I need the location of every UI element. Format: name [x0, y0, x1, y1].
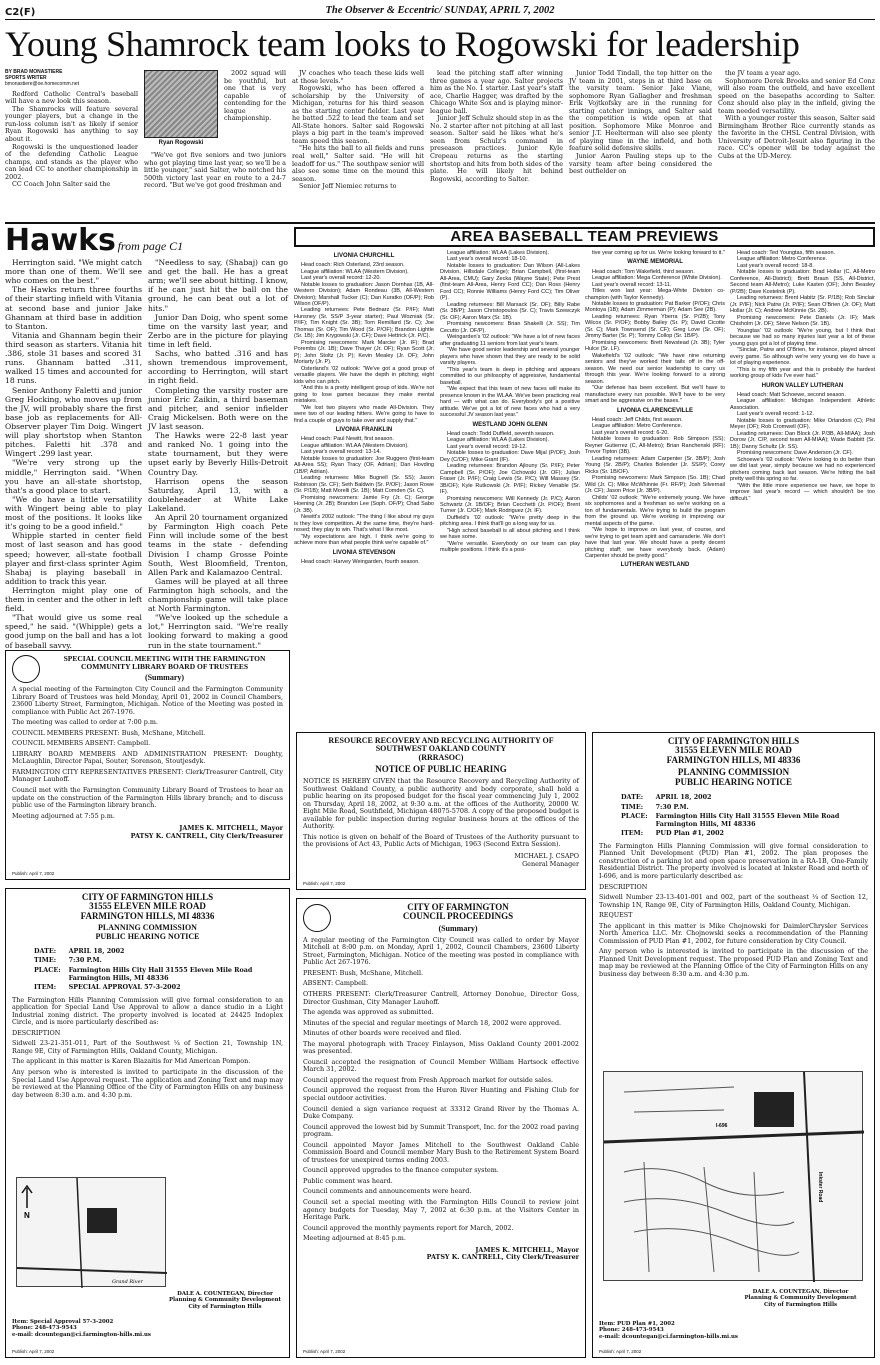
rrrasoc-title: RESOURCE RECOVERY AND RECYCLING AUTHORITY OF SOUTHWEST OAKLAND COUNTY — [328, 736, 554, 754]
paragraph: The applicant in this matter is Karen Blazaitis for Mid American Pompon. — [12, 1057, 251, 1066]
fh2-phone: Phone: 248-473-9543 — [12, 1325, 77, 1332]
farmington-seal-icon — [303, 904, 331, 932]
paragraph: Promising newcomers: Mark Simpson (So. 1B); Chad Wild (Jr. C); Mike McWhinnie (Fr. RF/P); Josh Silvernail (Jr. CF); Jason Price (Jr. 3B/P). — [585, 475, 725, 495]
paragraph: Council comments and announcements were heard. — [303, 1187, 472, 1196]
paragraph: "This year's team is deep in pitching and appears committed to our philosophy of aggressive, fundamental baseball. — [440, 366, 580, 386]
paragraph: League affiliation: WLAA (Lakes Division). — [447, 250, 550, 256]
table-cell: ITEM: — [34, 983, 57, 992]
paragraph: The Farmington Hills Planning Commission will give formal consideration to Planned Unit Development (PUD) Plan #1, 2002. The plan proposes the construction of a parking lot and open space preservation in a RA-1B, One-Family Residential District. The property involved is located at Inkster Road and north of I-696, and is more particularly described as: — [599, 841, 868, 881]
paragraph: Leading returnees: Brandon Ajlouny (Sr. P/IF); Peter Campbell (Sr. P/OF); Joe Cichowski (Jr. OF); Julian Fraser (Jr. P/IF); Craig Lewis (Sr. P/C); Will Massey (Sr. 3B/OF); Kyle Rutkowski (Jr. P/IF); Rickey Venable (Sr. IF). — [440, 463, 580, 496]
paragraph: Last year's overall record: 18-10. — [447, 256, 527, 263]
paragraph: Promising newcomers: Brian Shakelli (Jr. SS); Tim Cecutto (Jr. OF/P). — [440, 321, 580, 334]
rogowski-photo — [144, 70, 218, 150]
paragraph: 2002 squad will be youthful, but one that is very capable of contending for the league championship. — [224, 69, 286, 123]
paragraph: Council approved the request from Fresh Approach market for outside sales. — [303, 1075, 554, 1084]
paragraph: "We hope to improve on last year, of course, and we're trying to get team spirit and camaraderie. We don't have that last year. We should have a pretty decent pitching staff; we have everybody back. (Adam) Carpenter should be pretty good." — [585, 527, 725, 559]
fh1-location-map — [603, 1071, 863, 1281]
table-row — [621, 804, 866, 812]
paragraph: Junior Aaron Pauling steps up to the varsity team after being considered the best outfielder on — [569, 152, 712, 176]
library-publish: Publish: April 7, 2002 — [12, 870, 55, 876]
table-cell: ITEM: — [621, 829, 644, 838]
paragraph: The applicant in this matter is Mike Chojnowski for DaimlerChrysler Services North America LLC. Mr. Chojnowski seeks a recommendation of the Planning Commission of PUD Plan #1, 2002, for future consideration by City Council. — [599, 921, 868, 945]
fh1-table — [619, 792, 868, 840]
table-cell: Farmington Hills City Hall 31555 Eleven Mile Road Farmington Hills, MI 48336 — [655, 812, 840, 828]
paragraph: Whipple started in center field most of last season and has good speed; however, all-state football player and first-class sprinter Agim Shabaj is playing baseball in addition to track this year. — [5, 531, 142, 586]
paragraph: League affiliation: Metro Conference. — [737, 256, 828, 263]
paragraph: Promising newcomers: Jamie Fry (Jr. C); George Hoening (Jr. 2B); Brandon Lee (Soph. OF/P); Chad Sabo (Jr. 3B). — [294, 494, 434, 514]
fcc-sig-2: PATSY K. CANTRELL, City Clerk/Treasurer — [426, 1253, 579, 1262]
hawks-jump: from page C1 — [117, 239, 184, 253]
hawks-title: Hawks — [5, 223, 116, 258]
fh2-item: Item: Special Approval 57-3-2002 — [12, 1319, 114, 1325]
paragraph: Rogowski is the unquestioned leader of the defending Catholic League champs, and stands as the player who can lead CC to another championship in 2002. — [5, 142, 138, 181]
paragraph: League affiliation: Michigan Independent Athletic Association. — [730, 398, 875, 411]
fh2-sig-name: DALE A. COUNTEGAN, Director — [177, 1291, 273, 1297]
paragraph: "That would give us some real speed," he said. "(Whipple) gets a good jump on the ball and has a lot of baseball savvy. — [5, 613, 142, 650]
paragraph: Senior Anthony Faletti and junior Greg Hocking, who moves up from the JV, will probably share the first base job as replacements for All-Observer player Tim Doig. Wingert will play shortstop when Stanton pitches. Faletti hit .378 and Wingert .299 last year. — [5, 385, 142, 459]
paragraph: League affiliation: WLAA (Western Division). — [301, 442, 409, 449]
paragraph: Head coach: Rich Osterland, 23rd season. — [301, 262, 405, 269]
fh1-signature — [733, 1289, 868, 1308]
paragraph: "Sinclair, Patrw and O'Brien, for instance, played almost every game. So although we're very young we do have a lot of playing experience. — [730, 347, 875, 367]
paragraph: Meeting adjourned at 7:55 p.m. — [12, 811, 115, 820]
paragraph: Last year's overall record: 13-14. — [301, 449, 381, 456]
photo-caption: Ryan Rogowski — [158, 140, 204, 146]
paragraph: Junior Dan Doig, who spent some time on the varsity last year, and Zerbo are in the picture for playing time in left field. — [148, 312, 288, 349]
paragraph: The Hawks were 22-8 last year and ranked No. 1 going into the state tournament, but they were upset early by Beverly Hills-Detroit Country Day. — [148, 431, 288, 477]
notice-special-approval — [5, 888, 290, 1358]
fh2-sig-dept: Planning & Community Development — [168, 1297, 282, 1304]
paragraph: A special meeting of the Farmington City Council and the Farmington Community Library Board of Trustees was held Monday, April 01, 2002 in Council Chambers, 23600 Liberty Street, Farmington, Michigan. Notice of the Meeting was posted in compliance with Public Act 267-1976. — [12, 685, 283, 716]
paragraph: "He hits the ball to all fields and runs real well," Salter said. "He will hit leadoff for us." The southpaw senior will also see some time on the mound this season. — [292, 144, 424, 183]
fcc-title2: COUNCIL PROCEEDINGS — [402, 911, 514, 922]
library-signature-2: PATSY K. CANTRELL, City Clerk/Treasurer — [130, 831, 283, 840]
paragraph: "My expectations are high. I think we're going to achieve more than what people think we're capable of." — [294, 533, 434, 547]
paragraph: Weingarden's '02 outlook: "We have a lot of new faces after graduating 11 seniors from last year's team. — [440, 334, 580, 347]
page-header — [5, 4, 875, 20]
fh1-sub2: PUBLIC HEARING NOTICE — [674, 777, 793, 788]
paragraph: Head coach: Todd Duffield, seventh season. — [447, 430, 555, 437]
previews-col-2 — [440, 250, 580, 650]
previews-col-1 — [294, 250, 434, 650]
paragraph: Last year's overall record: 1-12. — [737, 411, 814, 418]
paragraph: Redford Catholic Central's baseball will have a new look this season. — [5, 89, 138, 106]
paragraph: "And this is a pretty intelligent group of kids. We're not going to lose games because they make mental mistakes. — [294, 385, 434, 405]
paragraph: Leading returnees: Bill Marsack (Sr. OF); Billy Rabe (Sr. 3B/P); Jason Christopoulos (Sr. C); Travis Szewczyk (Sr. OF); Aaron Marx (Sr. 1B). — [440, 301, 580, 321]
story-col-4 — [430, 70, 563, 220]
paragraph: Vitania and Ghannam begin their third season as starters. Vitania hit .386, stole 31 bases and scored 31 runs. Ghannam batted .311, walked 15 times and accounted for 18 runs. — [5, 330, 142, 386]
paragraph: Duffield's '02 outlook: "We're pretty deep in the pitching area. I think that'll go a long way for us. — [440, 514, 580, 528]
paragraph: The meeting was called to order at 7:00 p.m. — [12, 718, 158, 727]
fh2-signature — [166, 1291, 284, 1310]
paragraph: Head coach: Ted Youngtas, fifth season. — [737, 250, 836, 256]
paragraph: Leading returnees: Adam Carpenter (Sr. 3B/P); Josh Young (Sr. 2B/P); Charles Bolender (Jr. SS/P); Corey Ricks (Sr. 1B/OF). — [585, 455, 725, 475]
paragraph: Minutes of the special and regular meetings of March 18, 2002 were approved. — [303, 1018, 562, 1027]
fh1-title2: 31555 ELEVEN MILE ROAD — [675, 745, 792, 756]
paragraph: Head coach: Jeff Childs, first season. — [592, 416, 683, 423]
fh2-location-map — [16, 1177, 166, 1287]
table-cell: 7:30 P.M. — [68, 956, 102, 965]
paragraph: Head coach: Tom Wakefield, third season. — [592, 268, 695, 275]
paragraph: Sachs, who batted .316 and has shown tremendous improvement, according to Herrington, will start in right field. — [148, 349, 288, 386]
paragraph: lead the pitching staff after winning three games a year ago. Salter projects him as the No. 1 starter. Last year's staff ace, Charlie Hagger, was drafted by the Chicago White Sox and is playing minor-league ball. — [430, 69, 563, 115]
paragraph: COUNCIL MEMBERS PRESENT: Bush, McShane, Mitchell. — [12, 728, 206, 737]
section-heading: LIVONIA CHURCHILL — [333, 253, 395, 259]
fh2-title3: FARMINGTON HILLS, MI 48336 — [80, 910, 215, 921]
paragraph: Notable losses to graduation: Dave Mijal (P/OF); Josh Dey (C/OF); Mike Grant (IF). — [440, 450, 580, 463]
fh1-title3: FARMINGTON HILLS, MI 48336 — [666, 754, 801, 765]
paragraph: The Shamrocks will feature several younger players, but a change in the run-loss column isn't as likely if senior Ryan Rogowski has anything to say about it. — [5, 104, 138, 143]
paragraph: REQUEST — [599, 911, 633, 920]
paragraph: League affiliation: WLAA (Western Division). — [301, 268, 409, 275]
table-cell: SPECIAL APPROVAL 57-3-2002 — [68, 983, 181, 992]
paragraph: Minutes of other boards were received and filed. — [303, 1029, 462, 1038]
rrrasoc-sig-1: MICHAEL J. CSAPO — [514, 851, 579, 860]
paragraph: An April 20 tournament organized by Farmington High coach Pete Finn will include some of the best teams in the state - defending Division I champ Grosse Pointe South, West Bloomfield, Trenton, Allen Park and Kalamazoo Central. — [148, 513, 288, 577]
story-col-6 — [718, 70, 875, 220]
table-row — [34, 957, 281, 965]
paragraph: ABSENT: Campbell. — [303, 979, 369, 988]
paragraph: OTHERS PRESENT: Clerk/Treasurer Cantrell, Attorney Donohue, Director Goss, Director Gushman, City Manager Lauhoff. — [303, 989, 579, 1006]
paragraph: "We've got five seniors and two juniors who got playing time last year, so we'll be a little younger," said Salter, who notched his 500th victory last year en route to a 24-7 record. "But we've got good freshman and — [144, 151, 286, 190]
fh1-subject-site — [754, 1092, 794, 1127]
table-row — [34, 984, 281, 992]
paragraph: Any person who is interested is invited to participate in the discussion of the Special Land Use Approval request. The application and Zoning Text and map may be reviewed at the Planning Office of the City of Farmington Hills on any business day between 8:30 a.m. and 4:30 p.m. — [12, 1068, 283, 1099]
table-row — [621, 794, 866, 802]
paragraph: Notable losses to graduation: Mike Orlandoni (C); Phil Meyer (OF); Rob Cromwell (OF). — [730, 417, 875, 431]
table-cell: DATE: — [621, 793, 644, 802]
paragraph: Completing the varsity roster are junior Eric Zaikin, a third baseman and pitcher, and senior infielder Craig Mickelsen. Both were on the JV last season. — [148, 385, 288, 431]
paragraph: The Hawks return three fourths of their starting infield with Vitania at second base and junior Jake Ghannam at third base in addition to Stanton. — [5, 285, 142, 331]
paragraph: "We're very strong up the middle," Herrington said. "When you have an all-state shortstop, that's a good place to start. — [5, 458, 142, 495]
table-row — [34, 948, 281, 956]
table-cell: PLACE: — [621, 812, 648, 821]
fh2-sig-city: City of Farmington Hills — [188, 1303, 262, 1310]
paragraph: Head coach: Matt Schoewe, second season. — [737, 391, 846, 398]
paragraph: the JV team a year ago. — [725, 69, 801, 77]
paragraph: Council approved the request from the Huron River Hunting and Fishing Club for special outdoor activities. — [303, 1086, 579, 1102]
paragraph: League affiliation: WLAA (Lakes Division). — [447, 437, 550, 444]
table-cell: APRIL 18, 2002 — [655, 793, 712, 802]
paragraph: Promising newcomers: Dave Anderson (Jr. CF). — [737, 450, 854, 457]
paragraph: "This is my fifth year and this is probably the hardest working group of kids I've ever had." — [730, 366, 875, 380]
paragraph: Senior Jeff Niemiec returns to — [299, 182, 397, 191]
fh2-title2: 31555 ELEVEN MILE ROAD — [89, 901, 206, 912]
paragraph: Last year's overall record: 19-12. — [447, 443, 527, 450]
paragraph: Herrington said. "We might catch more than one of them. We'll see who comes on the best." — [5, 258, 142, 286]
page-number: C2(F) — [5, 7, 36, 18]
table-cell: PUD Plan #1, 2002 — [655, 829, 725, 838]
fh2-map-svg — [17, 1178, 167, 1288]
paragraph: Notable losses to graduation: Brad Hollar (C, All-Metro Conference, All-District); Brett Braun (SS, All-District, Second team All-Metro); Luke Kasten (OF); John Beasley (P/2B); Dave Kostelnik (P). — [730, 269, 875, 295]
paragraph: Council approved the monthly payments report for March, 2002. — [303, 1223, 514, 1232]
paragraph: Sidwell 23-21-351-011, Part of the Southwest ¼ of Section 21, Township 1N, Range 9E, City of Farmington Hills, Oakland County, Michigan. — [12, 1039, 283, 1055]
paragraph: "We have good senior leadership and several younger players who have shown that they are ready to be solid varsity players. — [440, 347, 580, 367]
fcc-publish: Publish: April 7, 2002 — [303, 1348, 346, 1354]
notice-council-proceedings — [296, 898, 586, 1358]
map-road — [77, 1178, 82, 1288]
i696-road — [604, 1132, 864, 1142]
paragraph: Promising newcomers: Mark Marcier (Jr. IF); Brad Porembs (Jr. 1B); Dave Thayer (Jr. OF); Ryan Scott (Jr. P); John Stoltz (Jr. P); Kevin Mealey (Jr. OF); John Moriarty (Jr. P). — [294, 339, 434, 366]
paragraph: This notice is given on behalf of the Board of Trustees of the Authority pursuant to the provisions of Act 43, Public Acts of Michigan, 1963 (Second Extra Session). — [303, 832, 579, 849]
paragraph: Sophomore Derek Brooks and senior Ed Conz will also roam the outfield, and have excellent speed on the basepaths according to Salter. Conz should also play in the infield, giving the team needed versatility. — [718, 76, 875, 115]
fh2-sub1: PLANNING COMMISSION — [98, 923, 197, 933]
paragraph: Osterland's '02 outlook: "We've got a good group of versatile players. We have the depth in pitching; eight kids who can pitch. — [294, 365, 434, 385]
paragraph: Sidwell Number 23-13-401-001 and 002, part of the southeast ¼ of Section 12, Township 1N, Range 9E, City of Farmington Hills, Oakland County, Michigan. — [599, 893, 868, 909]
fh1-map-svg — [604, 1072, 864, 1282]
paragraph: Titles won last year: Mega-White Division co-champion (with Taylor Kennedy). — [585, 288, 725, 301]
paragraph: Leading returnees: Dan Block (Jr. P/3B, All-MIAA); Josh Dorow (Jr. C/P, second team All-MIAA); Wade Babbitt (Sr. 1B); Danny Schultz (Jr. SS). — [730, 430, 875, 450]
paragraph: Games will be played at all three Farmington high schools, and the championship game will take place at North Farmington. — [148, 576, 288, 614]
notice-rrrasoc — [296, 732, 586, 890]
table-cell: DATE: — [34, 946, 57, 955]
paragraph: Harrison opens the season Saturday, April 13, with a doubleheader at White Lake Lakeland. — [148, 476, 288, 513]
paragraph: Council met with the Farmington Community Library Board of Trustees to hear an update on the construction of the Farmington Hills library branch; and to discuss public use of the Farmington library branch. — [12, 786, 283, 810]
hawks-col-1 — [5, 258, 142, 650]
table-row — [621, 830, 866, 838]
section-heading: LIVONIA CLARENCEVILLE — [616, 407, 694, 414]
paragraph: LIBRARY BOARD MEMBERS AND ADMINISTRATION PRESENT: Doughty, McLaughlin, Director Papai, Souter, Sorenson, Stoutjesdyk. — [12, 749, 283, 766]
paragraph: PRESENT: Bush, McShane, Mitchell. — [303, 968, 424, 977]
table-cell: TIME: — [34, 956, 57, 965]
paragraph: Leading returnees: Mike Bugnell (Sr. SS); Jason Robinson (Sr. CF); Seth Baldwin (Sr. P/OF); Jason Rowe (Sr. P/1B); Matt Morelli (Sr. 1B); Matt Comden (Sr. C). — [294, 475, 434, 495]
paragraph: Wakefield's '02 outlook: "We have nine returning seniors and they've worked their tails off in the off-season. We need our senior leadership to carry us through this year. We're looking forward to a strong season. — [585, 352, 725, 385]
paragraph: A regular meeting of the Farmington City Council was called to order by Mayor Mitchell at 8:00 p.m. on Monday, April 1, 2002, Council Chambers, 23600 Liberty Street, Farmington, Michigan. Notice of the meeting was posted in compliance with Public Act 267-1976. — [303, 935, 579, 967]
byline: BY BRAD MONASTIERE — [5, 69, 63, 75]
fh1-sub1: PLANNING COMMISSION — [677, 767, 790, 778]
paragraph: Promising newcomers: Brett Newstead (Jr. 3B); Tyler Hulce (Sr. LF). — [585, 339, 725, 353]
paragraph: Public comment was heard. — [303, 1176, 393, 1185]
paragraph: Meeting adjourned at 8:45 p.m. — [303, 1234, 406, 1243]
fh2-subject-site — [87, 1208, 117, 1233]
grand-river-label: Grand River — [112, 1279, 143, 1285]
fh1-title1: CITY OF FARMINGTON HILLS — [667, 736, 800, 746]
table-cell: PLACE: — [34, 966, 61, 974]
paragraph: Newitt's 2002 outlook: "The thing I like about my guys is they love competition. At the same time, they're hard-nosed; they play to win. That's what I like most. — [294, 514, 434, 534]
paragraph: League affiliation: Metro Conference. — [592, 423, 683, 430]
previews-banner: AREA BASEBALL TEAM PREVIEWS — [294, 227, 875, 247]
fh1-sig-city: City of Farmington Hills — [763, 1301, 838, 1308]
library-title: SPECIAL COUNCIL MEETING WITH THE FARMINGTON COMMUNITY LIBRARY BOARD OF TRUSTEES — [63, 654, 266, 672]
paragraph: "We've looked up the schedule a lot," Herrington said. "We're really looking forward to making a good run in the state tournament." — [148, 613, 288, 650]
paragraph: "We expect that this team of new faces will make its presence known in the WLAA. We've been practicing real hard — with what can do. Everybody's got a positive attitude. We've got a lot of new faces who had a very successful JV season last year." — [440, 386, 580, 419]
fh2-publish: Publish: April 7, 2002 — [12, 1348, 55, 1354]
fh2-email: e-mail: dcountegan@ci.farmington-hills.mi.us — [12, 1331, 151, 1338]
fh1-footer — [599, 1321, 738, 1340]
paragraph: Leading returnees: Brent Habitz (Sr. P/1B); Rob Sinclair (Jr. P/IF); Nick Patrw (Jr. P/IF); Sean O'Brien (Jr. OF); Matt Hollar (Jr. C); Andrew McKinnie (Sr. 2B). — [730, 295, 875, 315]
paragraph: Leading returnees: Pete Bednarz (Sr. P/IF); Matt Hunsney (Sr. SS/P 3-year starter); Paul Wozniak (Sr. P/IF); Tim Knight (Sr. 3B); Tom Remillard (Sr. C); Joe Thomas (Sr. OF); Tim Wood (Sr. P/OF); Brandon Lightle (Sr. 1B); Jim Krygowski (Jr. CF); Dave Hettrick (Jr. P/C). — [294, 307, 434, 340]
paragraph: Childs' '02 outlook: "We're extremely young. We have six sophomores and a freshman so we're working on a ton of fundamentals. We're trying to build the program from the ground up. We're working in improving our mental aspects of the game. — [585, 494, 725, 527]
inkster-label: Inkster Road — [817, 1172, 823, 1203]
paragraph: Council approved the lowest bid by Summit Transport, Inc. for the 2002 road paving program. — [303, 1122, 579, 1139]
table-cell: Farmington Hills City Hall 31555 Eleven Mile Road Farmington Hills, MI 48336 — [68, 966, 253, 982]
paragraph: Council denied a sign variance request at 33312 Grand River by the Thomas A. Duke Company. — [303, 1104, 579, 1121]
paragraph: The mayoral photograph with Tracey Finlayson, Miss Oakland County 2001-2002 was presented. — [303, 1039, 579, 1056]
paragraph: Notable losses to graduation: Joe Ruggero (first-team All-Area SS); Ryan Tracy (OF, Adrian); Dan Hovding (1B/P, Adrian). — [294, 455, 434, 475]
byline-title: SPORTS WRITER — [5, 74, 47, 81]
section-heading: LIVONIA FRANKLIN — [335, 427, 393, 434]
paragraph: Head coach: Harvey Weingarden, fourth season. — [301, 558, 420, 565]
story-col-5 — [569, 70, 712, 220]
fh2-table — [32, 946, 283, 994]
previews-col-3 — [585, 250, 725, 650]
library-signature-1: JAMES K. MITCHELL, Mayor — [179, 824, 283, 833]
fh2-sub2: PUBLIC HEARING NOTICE — [95, 932, 200, 942]
paragraph: Any person who is interested is invited to participate in the discussion of the Planned Unit Development request. The proposed PUD Plan and Zoning Text and map may be reviewed at the Planning Office of the City of Farmington Hills on any business day between 8:30 a.m. and 4:30 p.m. — [599, 947, 868, 979]
paragraph: Notable losses to graduation: Rob Simpson (SS); Reyner Gutierrez (C, All-Metro); Brian Ranchenski (RF); Trevor Tipton (3B). — [585, 436, 725, 456]
paragraph: Council approved upgrades to the finance computer system. — [303, 1166, 499, 1175]
fh1-email: e-mail: dcountegan@ci.farmington-hills.mi.us — [599, 1333, 738, 1340]
paragraph: DESCRIPTION — [599, 882, 648, 891]
table-cell: 7:30 P.M. — [655, 802, 689, 811]
paragraph: League affiliation: Mega Conference (White Division). — [592, 275, 722, 282]
paragraph: Junior Jeff Schulz should step in as the No. 2 starter after not pitching at all last season. Salter said he likes what he's seen from Schulz's command in preseason practices. Junior Kyle Crepeau returns as the starting shortstop and hits from both sides of the plate. He will likely hit behind Rogowski, according to Salter. — [430, 114, 563, 183]
paragraph: "We're versatile. Everybody on our team can play multiple positions. I think it's a posi- — [440, 540, 580, 554]
paragraph: Notable losses to graduation: Jason Dornhas (1B, All-Western Division); Adam Rondeau (3B, All-Western Division); Marshall Tucker (C); Dan Kuratko (OF/P); Rob Wilson (OF/P). — [294, 281, 434, 307]
hawks-header — [5, 223, 290, 258]
paragraph: Promising newcomers: Pete Daniels (Jr. IF); Mark Chisholm (Jr. OF); Steve Nelson (Sr. 1B). — [730, 314, 875, 328]
fh2-footer — [12, 1319, 151, 1338]
story-col-2a — [224, 70, 286, 150]
paragraph: NOTICE IS HEREBY GIVEN that the Resource Recovery and Recycling Authority of Southwest Oakland County, a public authority and body corporate, shall hold a public hearing on its proposed budget for the fiscal year commencing July 1, 2002 on Thursday, April 18, 2002, at 9:30 a.m. at the offices of the Authority, 20000 W. Eight Mile Road, Southfield, Michigan 48075-5708. A copy of the proposed budget is available for public inspection during regular business hours at the offices of the Authority. — [303, 777, 579, 831]
section-heading: LUTHERAN WESTLAND — [620, 562, 690, 569]
fh1-publish: Publish: April 7, 2002 — [599, 1348, 642, 1354]
paragraph: Last year's overall record: 6-20. — [592, 429, 669, 436]
paragraph: Schoewe's '02 outlook: "We're looking to do better than we did last year, simply because we had no experienced pitchers coming back last season. We're hitting the ball pretty well this spring so far. — [730, 456, 875, 483]
paragraph: Promising newcomers: Will Kennedy (Jr. P/C); Aaron Schwartz (Jr. 1B/OF); Brian Cecchetti (Jr. P/OF); Brent Turner (Jr. C/OF); Mark Rodriguez (Jr. IF). — [440, 495, 580, 515]
masthead: The Observer & Eccentric/ SUNDAY, APRIL 7, 2002 — [325, 5, 555, 16]
library-subtitle: (Summary) — [144, 672, 185, 682]
section-heading: HURON VALLEY LUTHERAN — [761, 382, 844, 389]
north-arrow-icon — [22, 1186, 32, 1208]
paragraph: Leading returnees: Ryan Yberra (Sr. P/2B); Tony Wilcox (Sr. P/OF); Bobby Bailey (Sr. P); David Cicotte (Sr. C); Mark Townsend (Sr. CF); Greg Love (Sr. OF); Jimmy Barter (Sr. P); Tommy Collop (Sr. 1B/P). — [585, 313, 725, 340]
fcc-sub: (Summary) — [438, 923, 478, 933]
table-row — [621, 813, 866, 828]
grand-river-road — [17, 1268, 167, 1273]
table-row — [34, 967, 281, 982]
paragraph: "We lost two players who made All-Division. They were two of our leading hitters. We're going to have to find a couple of guys to take over and supply that." — [294, 404, 434, 424]
paragraph: Council accepted the resignation of Council Member William Hartsock effective March 31, 2002. — [303, 1057, 579, 1074]
section-heading: LIVONIA STEVENSON — [332, 549, 396, 556]
paragraph: "Our defense has been excellent. But we'll have to manufacture every run possible. We'll have to be very smart and be aggressive on the bases." — [585, 385, 725, 405]
paragraph: Last year's overall record: 12-20. — [301, 275, 381, 282]
paragraph: Last year's overall record: 18-8. — [737, 262, 814, 269]
rrrasoc-acronym: (RRRASOC) — [418, 752, 464, 762]
paragraph: Last year's overall record: 13-11. — [592, 281, 672, 288]
paragraph: Herrington might play one of them in center and the other in left field. — [5, 585, 142, 614]
paragraph: JV coaches who teach these kids well at those levels." — [292, 69, 424, 85]
paragraph: Notable losses to graduation: Dan Wilson (All-Lakes Division, Hillsdale College); Brian Campbell, (first-team All-Area, CMU); Gary Zecka (Wayne State); Pete Prest (first-team All-Area, Henry Ford CC); Dan Ross (Henry Ford CC); Ronnie Williams (Henry Ford CC); Tim Oliver (P). — [440, 262, 580, 302]
fh1-sig-name: DALE A. COUNTEGAN, Director — [752, 1289, 849, 1295]
byline-email: bmonastiere@oe.homecomm.net — [5, 80, 79, 87]
section-heading: WAYNE MEMORIAL — [627, 259, 683, 266]
fcc-title1: CITY OF FARMINGTON — [407, 902, 509, 912]
hawks-col-2 — [148, 258, 288, 650]
i696-label: I-696 — [716, 1123, 728, 1129]
paragraph: COUNCIL MEMBERS ABSENT: Campbell. — [12, 739, 151, 748]
previews-col-4 — [730, 250, 875, 650]
section-divider — [5, 222, 875, 224]
paragraph: Youngtas' '02 outlook: "We're young, but I think that because we had so many injuries last year a lot of these young guys got a lot of playing time. — [730, 327, 875, 347]
north-label: N — [24, 1211, 30, 1220]
player-headshot — [144, 70, 218, 138]
paragraph: DESCRIPTION — [12, 1028, 61, 1037]
table-cell: TIME: — [621, 802, 644, 811]
paragraph: CC Coach John Salter said the — [12, 180, 111, 189]
table-cell: APRIL 18, 2002 — [68, 946, 125, 955]
paragraph: "High school baseball is all about pitching and I think we have some. — [440, 527, 580, 541]
story-headline: Young Shamrock team looks to Rogowski for leadership — [5, 24, 800, 64]
paragraph: With a younger roster this season, Salter said Birmingham Brother Rice currently stands as the favorite in the CHSL Central Division, with University of Detroit-Jesuit also figuring in the race. CC's opener will be today against the Cubs at the UD-Mercy. — [718, 114, 875, 161]
paragraph: Council set a special meeting with the Farmington Hills Council to review joint agency budgets for Tuesday, May 7, 2002 at 6:30 p.m. at the Visitors Center in Heritage Park. — [303, 1197, 579, 1222]
fh2-title1: CITY OF FARMINGTON HILLS — [81, 892, 214, 902]
rrrasoc-publish: Publish: April 7, 2002 — [303, 880, 346, 886]
paragraph: tive year coming up for us. We're looking forward to it." — [592, 250, 725, 256]
fh1-phone: Phone: 248-473-9543 — [599, 1327, 664, 1334]
paragraph: Head coach: Paul Newitt, first season. — [301, 436, 394, 443]
paragraph: Notable losses to graduation: Pat Barker (P/OF); Chris Montoya (1B); Adam Zimmerman (P); Adam See (2B). — [585, 300, 725, 314]
paragraph: Rogowski, who has been offered a scholarship by the University of Michigan, returns for his third season as the starting center fielder. Last year he batted .522 to lead the team and set All-State honors. Salter said Rogowski plays a big part in the team's improved team speed this season. — [292, 84, 424, 145]
rrrasoc-sub: NOTICE OF PUBLIC HEARING — [375, 764, 507, 775]
story-col-2b — [144, 152, 286, 222]
paragraph: The Farmington Hills Planning Commission will give formal consideration to an application for Special Land Use Approval to allow a dance studio in a Light Industrial zoning district. The property involved is located at 24425 Indoplex Circle, and is more particularly described as: — [12, 995, 283, 1027]
inkster-road — [804, 1072, 814, 1282]
paragraph: "Needless to say, (Shabaj) can go and get the ball. He has a great arm; we'll see about hitting. I know, if he can just hit the ball on the ground, he can beat out a lot of hits." — [148, 258, 288, 313]
rrrasoc-sig-2: General Manager — [522, 859, 579, 868]
paragraph: Council appointed Mayor James Mitchell to the Southwest Oakland Cable Commission Board and Council member Mary Bush to the Retirement System Board of trustees for unexpired terms ending 2003. — [303, 1140, 579, 1164]
paragraph: FARMINGTON CITY REPRESENTATIVES PRESENT: Clerk/Treasurer Cantrell, City Manager Lauhoff. — [12, 767, 283, 784]
paragraph: "We do have a little versatility with Wingert being able to play most of the positions. It looks like it's going to be a good infield." — [5, 494, 142, 532]
paragraph: "With the little more experience we have, we hope to improve last year's record — which shouldn't be too difficult." — [730, 482, 875, 502]
notice-pud-plan — [592, 732, 875, 1358]
paragraph: Junior Todd Tindall, the top hitter on the JV team in 2001, steps in at third base on the varsity team. Senior Jake Viane, sophomore Ryan Gallagher and freshman Erik Vojtkofsky are in the running for starting catcher innings, and Salter said the competition is wide open at that position. Sophomore Mike Monroe and senior J.T. Heelterman will also see plenty of playing time in the infield, and both feature solid defensive skills. — [569, 69, 712, 153]
fh1-item: Item: PUD Plan #1, 2002 — [599, 1321, 675, 1327]
fh1-sig-dept: Planning & Community Development — [744, 1295, 857, 1302]
story-col-1 — [5, 70, 138, 220]
paragraph: The agenda was approved as submitted. — [303, 1008, 434, 1017]
story-col-3 — [292, 70, 424, 220]
notice-library — [5, 650, 290, 880]
fcc-sig-1: JAMES K. MITCHELL, Mayor — [475, 1245, 579, 1254]
city-seal-icon — [12, 655, 40, 683]
section-heading: WESTLAND JOHN GLENN — [472, 421, 548, 428]
